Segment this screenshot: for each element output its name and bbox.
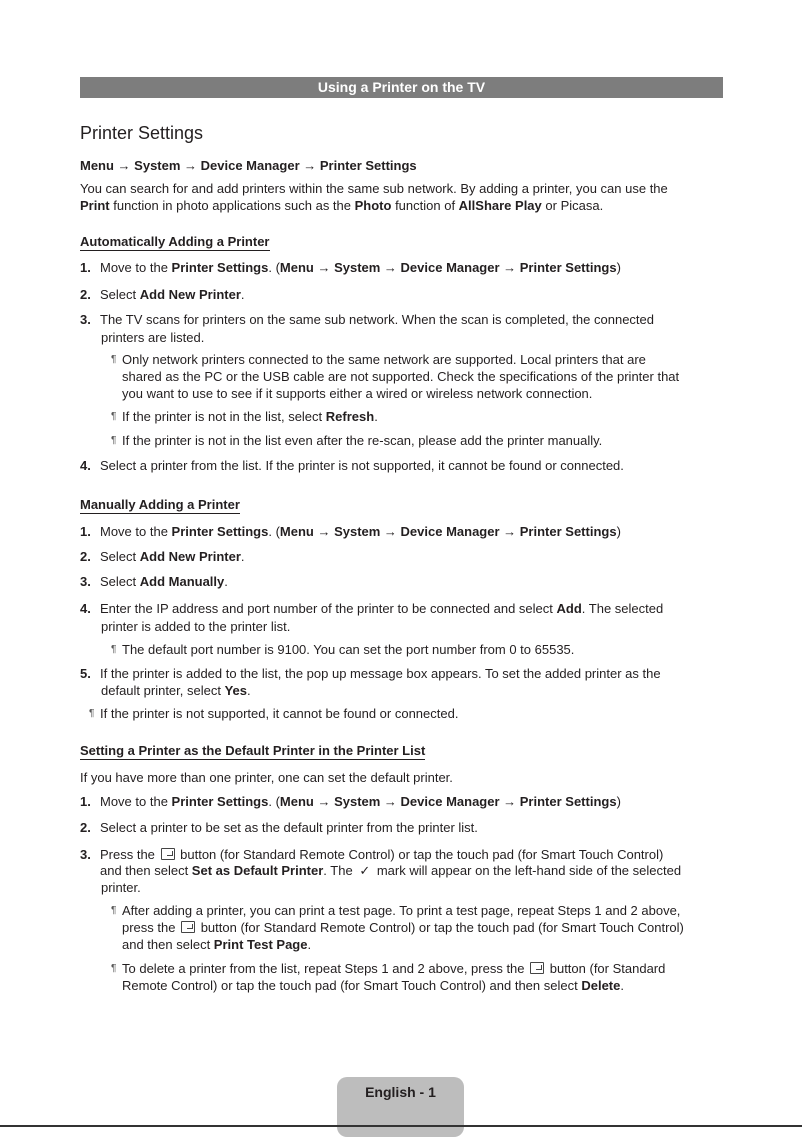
step-number: 4.: [80, 601, 91, 616]
numbered-step: [80, 601, 664, 617]
text-run: ): [616, 794, 621, 809]
step-continuation: [101, 619, 290, 635]
step-number: 2.: [80, 549, 91, 564]
note-icon: ¶: [111, 354, 117, 365]
text-run: printer.: [101, 880, 141, 895]
text-run: .: [224, 574, 228, 589]
text-run: . (: [268, 260, 280, 275]
remote-button-icon: [530, 962, 544, 974]
bottom-rule: [0, 1125, 802, 1127]
heading-text: [80, 497, 240, 514]
bold-term: Printer Settings: [171, 260, 269, 275]
heading-text: [80, 743, 425, 760]
page-number: English - 1: [365, 1084, 436, 1100]
bold-term: Print Test Page: [213, 937, 308, 952]
bold-term: Add New Printer: [139, 549, 241, 564]
page-number-tab: [337, 1077, 464, 1137]
text-run: button (for Standard: [546, 961, 666, 976]
subsection-heading: [80, 497, 240, 513]
note-icon: ¶: [111, 963, 117, 974]
text-run: ): [616, 260, 621, 275]
text-run: shared as the PC or the USB cable are not supported. Check the specifications of the printer that: [122, 369, 680, 384]
step-number: 1.: [80, 524, 91, 539]
step-number: 2.: [80, 820, 91, 835]
text-run: printers are listed.: [101, 330, 205, 345]
subsection-heading: [80, 234, 270, 250]
text-run: . (: [268, 524, 280, 539]
page-title: Printer Settings: [80, 123, 204, 143]
text-run: and then select: [122, 937, 214, 952]
text-run: To delete a printer from the list, repeat Steps 1 and 2 above, press the: [122, 961, 529, 976]
note-line: [111, 642, 575, 658]
text-run: you want to use to see if it supports either a wired or wireless network connection.: [122, 386, 593, 401]
text-run: Setting a Printer as the Default Printer in the Printer List: [80, 743, 426, 758]
step-number: 3.: [80, 312, 91, 327]
text-run: Move to the: [100, 794, 172, 809]
numbered-step: [80, 458, 624, 474]
bold-term: Printer Settings: [171, 524, 269, 539]
text-run: If the printer is not supported, it cannot be found or connected.: [100, 706, 459, 721]
bold-term: Add New Printer: [139, 287, 241, 302]
step-continuation: [101, 880, 141, 896]
numbered-step: [80, 794, 621, 810]
numbered-step: [80, 820, 478, 836]
text-run: .: [374, 409, 378, 424]
text-run: and then select: [100, 863, 192, 878]
numbered-step: [80, 549, 245, 565]
text-run: function in photo applications such as the: [109, 198, 355, 213]
heading-text: [80, 234, 270, 251]
text-run: . The selected: [581, 601, 664, 616]
text-run: or Picasa.: [541, 198, 604, 213]
text-run: default printer, select: [101, 683, 225, 698]
text-run: If the printer is not in the list, select: [122, 409, 326, 424]
text-run: Select: [100, 287, 140, 302]
text-run: If the printer is not in the list even after the re-scan, please add the printer manually.: [122, 433, 603, 448]
text-run: You can search for and add printers within the same sub network. By adding a printer, you can use the: [80, 181, 668, 196]
note-continuation: [122, 978, 624, 994]
step-number: 2.: [80, 287, 91, 302]
numbered-step: [80, 847, 664, 863]
step-continuation: [101, 683, 251, 699]
text-run: .: [247, 683, 251, 698]
text-run: Move to the: [100, 524, 172, 539]
intro-line: [80, 181, 668, 197]
bold-term: Photo: [354, 198, 392, 213]
numbered-step: [80, 666, 661, 682]
note-line: [89, 706, 459, 722]
bold-term: Print: [80, 198, 110, 213]
note-icon: ¶: [111, 411, 117, 422]
text-run: Select: [100, 574, 140, 589]
numbered-step: [80, 524, 621, 540]
bold-term: Yes: [224, 683, 247, 698]
bold-term: Set as Default Printer: [191, 863, 324, 878]
text-run: . The: [323, 863, 357, 878]
text-run: .: [240, 549, 245, 564]
numbered-step: [80, 260, 621, 276]
note-continuation: [122, 386, 592, 402]
text-run: Manually Adding a Printer: [80, 497, 240, 512]
numbered-step: [80, 312, 654, 328]
text-run: press the: [122, 920, 180, 935]
step-continuation: [101, 330, 204, 346]
bold-term: Menu → System → Device Manager → Printer Settings: [279, 794, 617, 809]
text-run: Automatically Adding a Printer: [80, 234, 270, 249]
text-run: button (for Standard Remote Control) or tap the touch pad (for Smart Touch Control): [176, 847, 664, 862]
text-run: button (for Standard Remote Control) or tap the touch pad (for Smart Touch Control): [197, 920, 684, 935]
text-run: Move to the: [100, 260, 172, 275]
subsection-heading: [80, 743, 425, 759]
note-line: [111, 961, 666, 977]
text-run: Enter the IP address and port number of the printer to be connected and select: [100, 601, 557, 616]
intro-line: [80, 198, 603, 214]
text-run: The default port number is 9100. You can set the port number from 0 to 65535.: [122, 642, 575, 657]
note-continuation: [122, 937, 311, 953]
note-icon: ¶: [111, 435, 117, 446]
numbered-step: [80, 574, 228, 590]
note-line: [111, 433, 603, 449]
text-run: function of: [391, 198, 459, 213]
step-number: 1.: [80, 260, 91, 275]
step-number: 4.: [80, 458, 91, 473]
text-run: ): [616, 524, 621, 539]
remote-button-icon: [181, 921, 195, 933]
menu-path: Menu → System → Device Manager → Printer Settings: [80, 158, 417, 173]
banner-title: Using a Printer on the TV: [317, 79, 486, 95]
text-run: Remote Control) or tap the touch pad (for Smart Touch Control) and then select: [122, 978, 582, 993]
step-number: 3.: [80, 574, 91, 589]
text-run: Press the: [100, 847, 159, 862]
step-number: 5.: [80, 666, 91, 681]
note-line: [111, 903, 681, 919]
text-run: .: [307, 937, 312, 952]
text-run: If you have more than one printer, one can set the default printer.: [80, 770, 453, 785]
checkmark-icon: ✓: [359, 863, 371, 878]
text-run: . (: [268, 794, 280, 809]
step-number: 1.: [80, 794, 91, 809]
section-banner: [80, 77, 723, 98]
step-continuation: [100, 863, 681, 879]
note-icon: ¶: [111, 905, 117, 916]
text-run: .: [620, 978, 624, 993]
bold-term: Refresh: [325, 409, 375, 424]
text-run: Only network printers connected to the same network are supported. Local printers that are: [122, 352, 646, 367]
text-run: If the printer is added to the list, the pop up message box appears. To set the added printer as the: [100, 666, 661, 681]
bold-term: Add: [556, 601, 582, 616]
bold-term: AllShare Play: [458, 198, 542, 213]
text-run: Select: [100, 549, 140, 564]
note-line: [111, 352, 646, 368]
note-continuation: [122, 369, 679, 385]
bold-term: Menu → System → Device Manager → Printer Settings: [279, 260, 617, 275]
note-icon: ¶: [111, 644, 117, 655]
text-run: Select a printer from the list. If the printer is not supported, it cannot be found or connected.: [100, 458, 624, 473]
note-continuation: [122, 920, 684, 936]
text-run: After adding a printer, you can print a test page. To print a test page, repeat Steps 1 and 2 above,: [122, 903, 681, 918]
text-run: mark will appear on the left-hand side of the selected: [373, 863, 682, 878]
text-run: The TV scans for printers on the same sub network. When the scan is completed, the connected: [100, 312, 654, 327]
text-run: Select a printer to be set as the default printer from the printer list.: [100, 820, 478, 835]
bold-term: Add Manually: [139, 574, 225, 589]
remote-button-icon: [161, 848, 175, 860]
text-run: .: [240, 287, 245, 302]
bold-term: Printer Settings: [171, 794, 269, 809]
note-line: [111, 409, 378, 425]
numbered-step: [80, 287, 245, 303]
note-icon: ¶: [89, 708, 95, 719]
bold-term: Delete: [581, 978, 621, 993]
paragraph: [80, 770, 453, 786]
text-run: printer is added to the printer list.: [101, 619, 291, 634]
step-number: 3.: [80, 847, 91, 862]
bold-term: Menu → System → Device Manager → Printer Settings: [279, 524, 617, 539]
